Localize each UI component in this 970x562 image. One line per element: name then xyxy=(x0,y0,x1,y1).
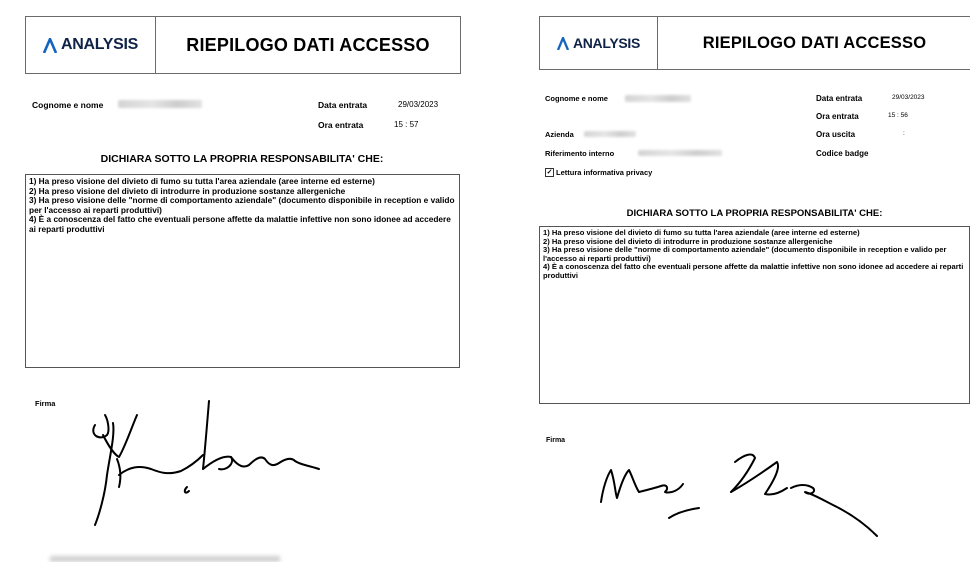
left-signature-image xyxy=(85,395,330,535)
left-header xyxy=(25,16,461,74)
right-data-entrata-value: 29/03/2023 xyxy=(892,94,925,101)
left-data-entrata-value: 29/03/2023 xyxy=(398,100,439,109)
right-header xyxy=(539,16,970,70)
right-data-entrata-label: Data entrata xyxy=(816,94,863,103)
right-ora-entrata-value: 15 : 56 xyxy=(888,112,908,119)
left-access-form xyxy=(0,0,480,561)
left-logo-text: ANALYSIS xyxy=(60,36,139,53)
right-declaration-item: 1) Ha preso visione del divieto di fumo su tutta l'area aziendale (aree interne ed esterne) xyxy=(543,228,860,237)
left-logo-cell xyxy=(26,17,156,73)
right-ora-entrata-label: Ora entrata xyxy=(816,112,859,121)
analysis-logo-icon xyxy=(557,37,569,50)
right-ora-uscita-value: : xyxy=(903,130,905,137)
left-declaration-item: 2) Ha preso visione del divieto di introdurre in produzione sostanze allergeniche xyxy=(29,185,346,196)
right-logo xyxy=(557,35,640,51)
left-declaration-item: 4) È a conoscenza del fatto che eventuali persone affette da malattie infettive non sono idonee ad accedere ai reparti produttivi xyxy=(29,214,451,234)
right-privacy-checkbox xyxy=(545,168,652,177)
right-title: RIEPILOGO DATI ACCESSO xyxy=(702,33,927,52)
left-cognome-label: Cognome e nome xyxy=(32,100,104,110)
left-firma-label: Firma xyxy=(35,399,56,408)
right-logo-cell xyxy=(540,17,658,69)
left-declaration-item: 1) Ha preso visione del divieto di fumo su tutta l'area aziendale (aree interne ed esterne) xyxy=(29,176,375,186)
right-name-redacted xyxy=(625,95,691,102)
right-ora-uscita-label: Ora uscita xyxy=(816,130,856,139)
left-logo xyxy=(43,36,138,54)
right-azienda-redacted xyxy=(584,131,636,137)
analysis-logo-icon xyxy=(43,38,57,53)
right-access-form xyxy=(520,0,970,561)
right-signature-image xyxy=(595,448,885,548)
right-cognome-label: Cognome e nome xyxy=(545,94,608,103)
left-bottom-redacted xyxy=(50,556,280,562)
right-declaration-item: 3) Ha preso visione delle "norme di comportamento aziendale" (documento disponibile in reception e valido per l'accesso ai reparti produttivi) xyxy=(543,245,947,263)
left-title: RIEPILOGO DATI ACCESSO xyxy=(186,34,430,55)
left-name-redacted xyxy=(118,100,202,108)
left-declaration-item: 3) Ha preso visione delle "norme di comportamento aziendale" (documento disponibile in reception e valido per l'accesso ai reparti produttivi) xyxy=(29,195,455,215)
right-declaration-heading: DICHIARA SOTTO LA PROPRIA RESPONSABILITA' CHE: xyxy=(626,208,883,219)
right-declaration-item: 2) Ha preso visione del divieto di introdurre in produzione sostanze allergeniche xyxy=(543,236,833,246)
left-ora-entrata-label: Ora entrata xyxy=(318,120,364,130)
left-data-entrata-label: Data entrata xyxy=(318,100,368,110)
checkbox-checked-icon: ✓ xyxy=(546,169,553,176)
right-riferimento-redacted xyxy=(638,150,722,156)
left-declarations-box xyxy=(25,174,460,368)
right-declarations-box xyxy=(539,226,970,404)
right-logo-text: ANALYSIS xyxy=(572,35,641,51)
right-codice-badge-label: Codice badge xyxy=(816,149,869,158)
right-firma-label: Firma xyxy=(546,437,566,444)
right-azienda-label: Azienda xyxy=(545,130,574,139)
right-declaration-item: 4) È a conoscenza del fatto che eventuali persone affette da malattie infettive non sono idonee ad accedere ai reparti produttivi xyxy=(543,262,964,280)
right-privacy-label: Lettura informativa privacy xyxy=(556,168,653,177)
right-riferimento-label: Riferimento interno xyxy=(545,149,615,158)
left-ora-entrata-value: 15 : 57 xyxy=(394,120,419,129)
left-declaration-heading: DICHIARA SOTTO LA PROPRIA RESPONSABILITA' CHE: xyxy=(100,153,384,165)
